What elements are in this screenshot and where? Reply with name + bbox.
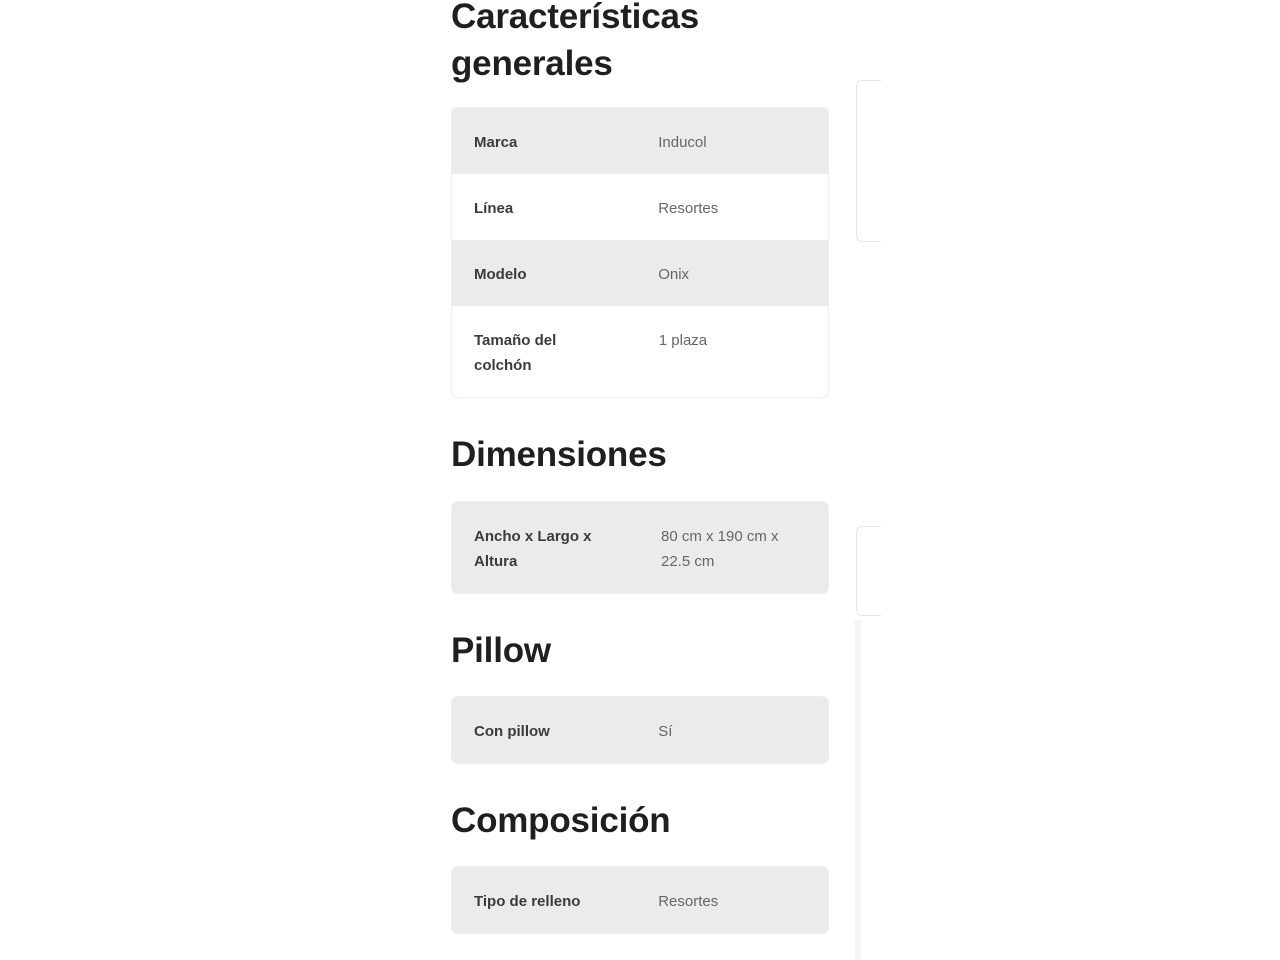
specs-content [451, 0, 829, 934]
side-strip [855, 620, 861, 960]
section-title-caracteristicas: Características generales [451, 0, 699, 83]
spec-value: Sí [658, 723, 673, 740]
spec-key: Tamaño del colchón [474, 332, 557, 374]
spec-value: 80 cm x 190 cm x 22.5 cm [661, 528, 779, 570]
spec-table-composicion [451, 866, 829, 934]
section-title-pillow: Pillow [451, 631, 551, 670]
spec-value: Inducol [658, 134, 707, 151]
spec-table-dimensiones [451, 501, 829, 594]
spec-row-modelo [452, 240, 828, 306]
spec-row-linea [452, 174, 828, 240]
spec-row-relleno [452, 867, 828, 933]
spec-key: Tipo de relleno [474, 893, 581, 910]
spec-table-general [451, 107, 829, 398]
spec-value: Resortes [658, 200, 719, 217]
section-title-composicion: Composición [451, 801, 671, 840]
spec-key: Con pillow [474, 723, 550, 740]
spec-key: Ancho x Largo x Altura [474, 528, 592, 570]
spec-value: Onix [658, 266, 690, 283]
spec-key: Marca [474, 134, 518, 151]
spec-table-pillow [451, 696, 829, 764]
spec-row-tamano [452, 306, 828, 397]
spec-row-con-pillow [452, 697, 828, 763]
section-title-dimensiones: Dimensiones [451, 435, 667, 474]
spec-key: Modelo [474, 266, 527, 283]
side-card-edge [856, 80, 881, 242]
side-card-edge [856, 526, 881, 616]
spec-value: Resortes [658, 893, 719, 910]
spec-value: 1 plaza [658, 332, 708, 349]
spec-key: Línea [474, 200, 514, 217]
spec-row-marca [452, 108, 828, 174]
spec-row-medidas [452, 502, 828, 593]
